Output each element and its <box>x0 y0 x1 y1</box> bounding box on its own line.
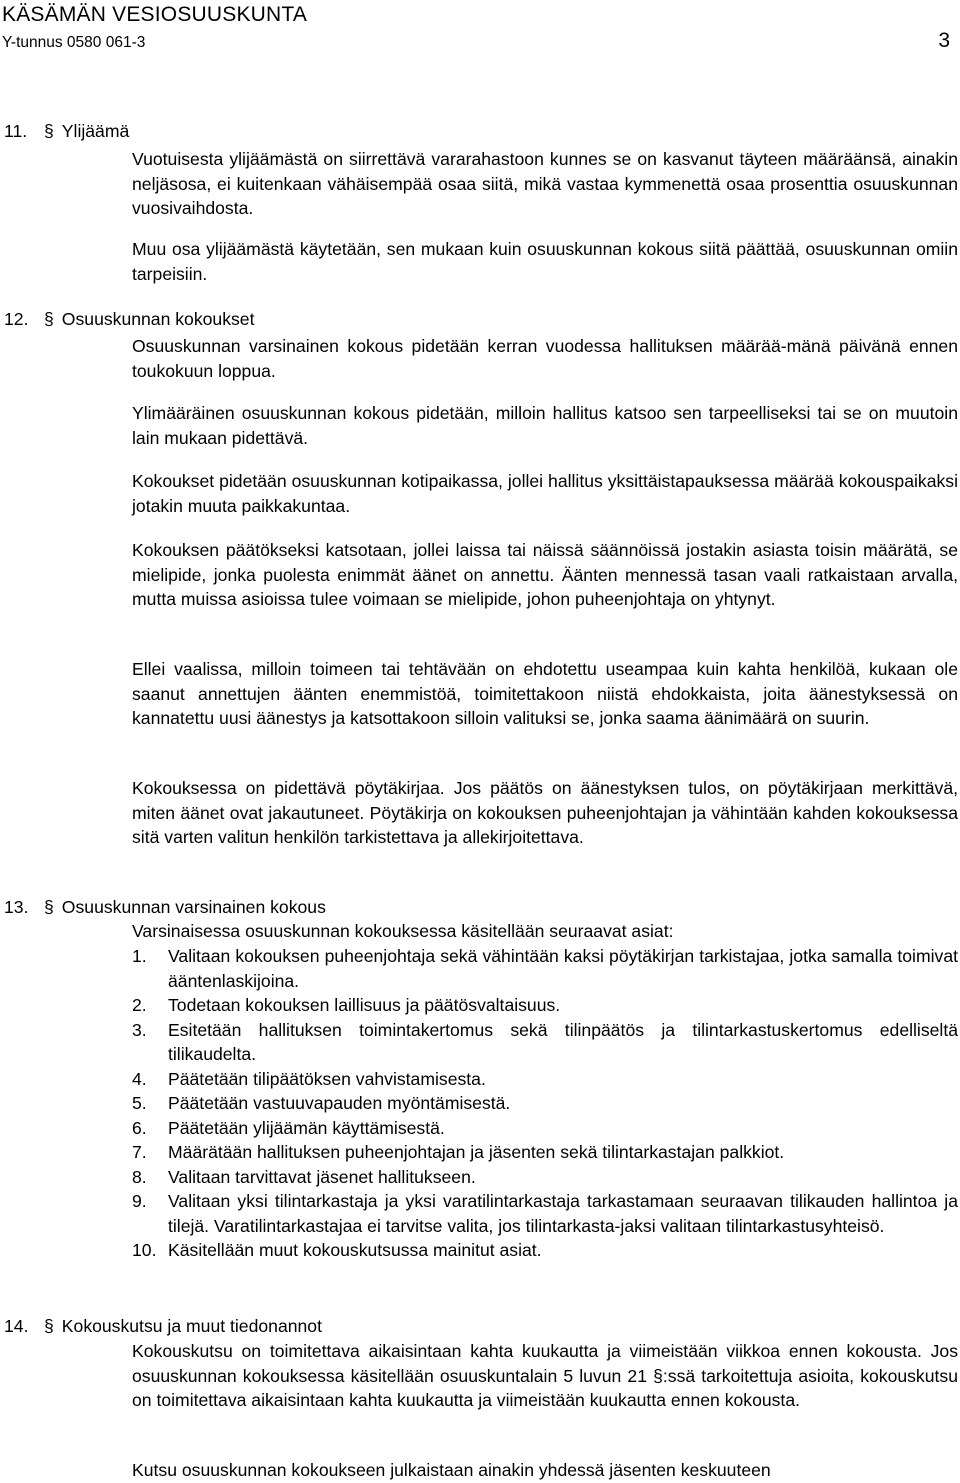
list-item: 3. Esitetään hallituksen toimintakertomus sekä tilinpäätös ja tilintarkastuskertomus edelliseltä tilikaudelta. <box>132 1019 958 1064</box>
organization-name: KÄSÄMÄN VESIOSUUSKUNTA <box>2 3 308 26</box>
list-item: 4. Päätetään tilipäätöksen vahvistamisesta. <box>132 1068 486 1089</box>
list-item: 9. Valitaan yksi tilintarkastaja ja yksi varatilintarkastaja tarkastamaan seuraavan tilikauden hallintoa ja tilejä. Varatilintarkastajaa ei tarvitse valita, jos tilintarkasta-jaksi valitaan tilintarkastusyhteisö. <box>132 1191 958 1236</box>
agenda-list <box>132 944 958 1263</box>
section-12-paragraph-1: Osuuskunnan varsinainen kokous pidetään kerran vuodessa hallituksen määrää-mänä päivänä ennen toukokuun loppua. <box>132 336 958 381</box>
section-14-paragraph-2: Kutsu osuuskunnan kokoukseen julkaistaan ainakin yhdessä jäsenten keskuuteen <box>132 1460 771 1480</box>
list-item: 5. Päätetään vastuuvapauden myöntämisestä. <box>132 1093 511 1113</box>
list-item: 10. Käsitellään muut kokouskutsussa mainitut asiat. <box>132 1240 542 1260</box>
section-12-heading <box>4 307 254 331</box>
section-13-intro: Varsinaisessa osuuskunnan kokouksessa käsitellään seuraavat asiat: <box>132 921 674 941</box>
business-id: Y-tunnus 0580 061-3 <box>2 34 146 51</box>
section-number: 13. <box>4 897 29 917</box>
page-number: 3 <box>938 29 950 52</box>
section-14-heading <box>4 1314 322 1338</box>
section-12-paragraph-2: Ylimääräinen osuuskunnan kokous pidetään, milloin hallitus katsoo sen tarpeelliseksi tai se on muutoin lain mukaan pidettävä. <box>132 403 958 448</box>
list-item: 1. Valitaan kokouksen puheenjohtaja sekä vähintään kaksi pöytäkirjan tarkistajaa, jotka samalla toimivat ääntenlaskijoina. <box>132 946 958 991</box>
section-title: Osuuskunnan kokoukset <box>61 309 255 329</box>
section-11-heading <box>4 119 129 143</box>
section-title: Ylijäämä <box>61 121 130 141</box>
section-number: 11. <box>4 121 28 141</box>
section-symbol: § <box>44 121 54 141</box>
section-12-paragraph-5: Ellei vaalissa, milloin toimeen tai tehtävään on ehdotettu useampaa kuin kahta henkilöä, kukaan ole saanut annettujen äänten enemmistöä, toimitettakoon niistä ehdokkaista, joita äänestyksessä on kannatettu uusi äänestys ja katsottakoon silloin valituksi se, jonka saama äänimäärä on suurin. <box>132 659 958 728</box>
section-symbol: § <box>44 1316 54 1336</box>
section-number: 14. <box>4 1316 29 1336</box>
section-11-paragraph-2: Muu osa ylijäämästä käytetään, sen mukaan kuin osuuskunnan kokous siitä päättää, osuuskunnan omiin tarpeisiin. <box>132 239 958 284</box>
section-11-paragraph-1: Vuotuisesta ylijäämästä on siirrettävä vararahastoon kunnes se on kasvanut täyteen määräänsä, ainakin neljäsosa, ei kuitenkaan vähäisempää osaa siitä, mikä vastaa kymmenettä osaa prosenttia osuuskunnan vuosivaihdosta. <box>132 149 958 218</box>
section-title: Kokouskutsu ja muut tiedonannot <box>61 1316 322 1336</box>
list-item: 2. Todetaan kokouksen laillisuus ja päätösvaltaisuus. <box>132 995 561 1015</box>
list-item: 8. Valitaan tarvittavat jäsenet hallitukseen. <box>132 1166 476 1187</box>
section-14-paragraph-1: Kokouskutsu on toimitettava aikaisintaan kahta kuukautta ja viimeistään viikkoa ennen kokousta. Jos osuuskunnan kokouksessa käsitellään osuuskuntalain 5 luvun 21 §:ssä tarkoitettuja asioita, kokouskutsu on toimitettava aikaisintaan kahta kuukautta ja viimeistään kuukautta ennen kokousta. <box>132 1341 958 1410</box>
list-item: 6. Päätetään ylijäämän käyttämisestä. <box>132 1117 445 1138</box>
section-symbol: § <box>44 309 54 329</box>
list-item: 7. Määrätään hallituksen puheenjohtajan ja jäsenten sekä tilintarkastajan palkkiot. <box>132 1142 785 1162</box>
section-12-paragraph-3: Kokoukset pidetään osuuskunnan kotipaikassa, jollei hallitus yksittäistapauksessa määrää kokouspaikaksi jotakin muuta paikkakuntaa. <box>132 471 958 516</box>
section-title: Osuuskunnan varsinainen kokous <box>61 897 326 917</box>
section-12-paragraph-4: Kokouksen päätökseksi katsotaan, jollei laissa tai näissä säännöissä jostakin asiasta toisin määrätä, se mielipide, jonka puolesta enimmät äänet on annettu. Äänten mennessä tasan vaali ratkaistaan arvalla, mutta muissa asioissa tulee voimaan se mielipide, johon puheenjohtaja on yhtynyt. <box>132 540 958 609</box>
section-number: 12. <box>4 309 29 329</box>
section-12-paragraph-6: Kokouksessa on pidettävä pöytäkirjaa. Jos päätös on äänestyksen tulos, on pöytäkirjaan merkittävä, miten äänet ovat jakautuneet. Pöytäkirja on kokouksen puheenjohtajan ja vähintään kahden kokouksessa sitä varten valitun henkilön tarkistettava ja allekirjoitettava. <box>132 778 958 847</box>
section-symbol: § <box>44 897 54 917</box>
section-13-heading <box>4 895 326 919</box>
